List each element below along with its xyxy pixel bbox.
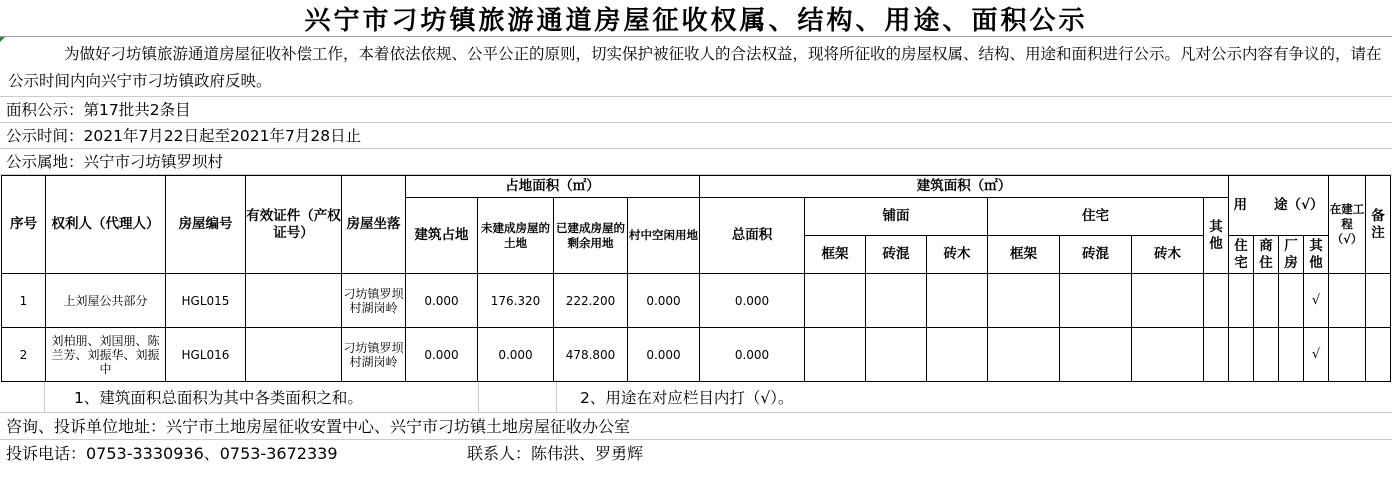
page-title: 兴宁市刁坊镇旅游通道房屋征收权属、结构、用途、面积公示 xyxy=(304,5,1088,36)
row-res-frame xyxy=(988,328,1060,382)
header-residence: 住宅 xyxy=(988,198,1204,236)
row-land-village: 0.000 xyxy=(628,274,700,328)
header-shop-brick-wood: 砖木 xyxy=(927,236,988,274)
note-total-area: 1、建筑面积总面积为其中各类面积之和。 xyxy=(74,389,363,407)
row-use-other: √ xyxy=(1304,274,1329,328)
grid-divider xyxy=(478,382,479,412)
row-remarks xyxy=(1366,328,1391,382)
header-use-group: 用 途（√） xyxy=(1229,176,1329,236)
cell-comment-marker-icon xyxy=(0,37,5,42)
header-use-commercial: 商住 xyxy=(1254,236,1279,274)
location-info: 公示属地：兴宁市刁坊镇罗坝村 xyxy=(0,149,1392,175)
row-res-brick-wood xyxy=(1132,328,1204,382)
row-under-construction xyxy=(1329,328,1366,382)
header-use-other: 其他 xyxy=(1304,236,1329,274)
table-row xyxy=(2,274,1391,328)
header-land-remaining: 已建成房屋的剩余用地 xyxy=(554,198,628,274)
footer-address: 咨询、投诉单位地址：兴宁市土地房屋征收安置中心、兴宁市刁坊镇土地房屋征收办公室 xyxy=(0,413,1392,440)
property-table xyxy=(1,175,1391,382)
row-other xyxy=(1204,328,1229,382)
row-other xyxy=(1204,274,1229,328)
row-shop-brick-concrete xyxy=(866,328,927,382)
row-land-built: 0.000 xyxy=(406,274,478,328)
row-land-remaining: 478.800 xyxy=(554,328,628,382)
row-land-unbuilt: 0.000 xyxy=(478,328,554,382)
footer-contact-row xyxy=(0,440,1392,467)
row-use-residence xyxy=(1229,328,1254,382)
row-res-frame xyxy=(988,274,1060,328)
header-use-factory: 厂房 xyxy=(1279,236,1304,274)
row-shop-frame xyxy=(805,274,866,328)
row-no: 1 xyxy=(2,274,46,328)
row-owner: 刘柏朋、刘国朋、陈兰芳、刘振华、刘振中 xyxy=(46,328,166,382)
table-row xyxy=(2,328,1391,382)
intro-text: 为做好刁坊镇旅游通道房屋征收补偿工作，本着依法依规、公平公正的原则，切实保护被征收人的合法权益，现将所征收的房屋权属、结构、用途和面积进行公示。凡对公示内容有争议的，请在公示时间内向兴宁市刁坊镇政府反映。 xyxy=(8,45,1382,90)
row-address: 刁坊镇罗坝村湖岗岭 xyxy=(342,274,406,328)
header-house-id: 房屋编号 xyxy=(166,176,246,274)
row-use-residence xyxy=(1229,274,1254,328)
header-res-brick-wood: 砖木 xyxy=(1132,236,1204,274)
header-address: 房屋坐落 xyxy=(342,176,406,274)
row-house-id: HGL016 xyxy=(166,328,246,382)
header-build-total: 总面积 xyxy=(700,198,805,274)
header-remarks: 备注 xyxy=(1366,176,1391,274)
row-cert xyxy=(246,274,342,328)
row-use-factory xyxy=(1279,328,1304,382)
row-land-remaining: 222.200 xyxy=(554,274,628,328)
row-res-brick-concrete xyxy=(1060,328,1132,382)
intro-paragraph xyxy=(0,37,1392,97)
row-use-commercial xyxy=(1254,274,1279,328)
row-remarks xyxy=(1366,274,1391,328)
row-shop-brick-wood xyxy=(927,274,988,328)
grid-divider xyxy=(44,382,45,412)
row-land-unbuilt: 176.320 xyxy=(478,274,554,328)
row-res-brick-concrete xyxy=(1060,274,1132,328)
row-use-other: √ xyxy=(1304,328,1329,382)
row-shop-frame xyxy=(805,328,866,382)
header-cert: 有效证件（产权证号） xyxy=(246,176,342,274)
header-owner: 权利人（代理人） xyxy=(46,176,166,274)
row-under-construction xyxy=(1329,274,1366,328)
footer-phone: 投诉电话：0753-3330936、0753-3672339 xyxy=(6,444,338,463)
row-shop-brick-wood xyxy=(927,328,988,382)
row-no: 2 xyxy=(2,328,46,382)
row-res-brick-wood xyxy=(1132,274,1204,328)
header-under-construction: 在建工程（√） xyxy=(1329,176,1366,274)
notes-row xyxy=(0,382,1392,413)
row-use-factory xyxy=(1279,274,1304,328)
header-use-residence: 住宅 xyxy=(1229,236,1254,274)
row-address: 刁坊镇罗坝村湖岗岭 xyxy=(342,328,406,382)
header-no: 序号 xyxy=(2,176,46,274)
header-land-built: 建筑占地 xyxy=(406,198,478,274)
row-house-id: HGL015 xyxy=(166,274,246,328)
header-land-unbuilt: 未建成房屋的土地 xyxy=(478,198,554,274)
header-build-group: 建筑面积（㎡） xyxy=(700,176,1229,198)
row-build-total: 0.000 xyxy=(700,274,805,328)
note-usage-check: 2、用途在对应栏目内打（√）。 xyxy=(580,389,794,407)
row-use-commercial xyxy=(1254,328,1279,382)
header-land-group: 占地面积（㎡） xyxy=(406,176,700,198)
period-info: 公示时间：2021年7月22日起至2021年7月28日止 xyxy=(0,123,1392,149)
grid-divider xyxy=(556,382,557,412)
row-owner: 上刘屋公共部分 xyxy=(46,274,166,328)
row-land-village: 0.000 xyxy=(628,328,700,382)
header-shop-brick-concrete: 砖混 xyxy=(866,236,927,274)
header-other: 其他 xyxy=(1204,198,1229,274)
header-res-brick-concrete: 砖混 xyxy=(1060,236,1132,274)
batch-info: 面积公示：第17批共2条目 xyxy=(0,97,1392,123)
title-row xyxy=(0,0,1392,37)
row-cert xyxy=(246,328,342,382)
header-land-village: 村中空闲用地 xyxy=(628,198,700,274)
header-shop-frame: 框架 xyxy=(805,236,866,274)
row-land-built: 0.000 xyxy=(406,328,478,382)
footer-contact-person: 联系人：陈伟洪、罗勇辉 xyxy=(467,444,644,463)
row-build-total: 0.000 xyxy=(700,328,805,382)
header-res-frame: 框架 xyxy=(988,236,1060,274)
header-shop: 铺面 xyxy=(805,198,988,236)
row-shop-brick-concrete xyxy=(866,274,927,328)
